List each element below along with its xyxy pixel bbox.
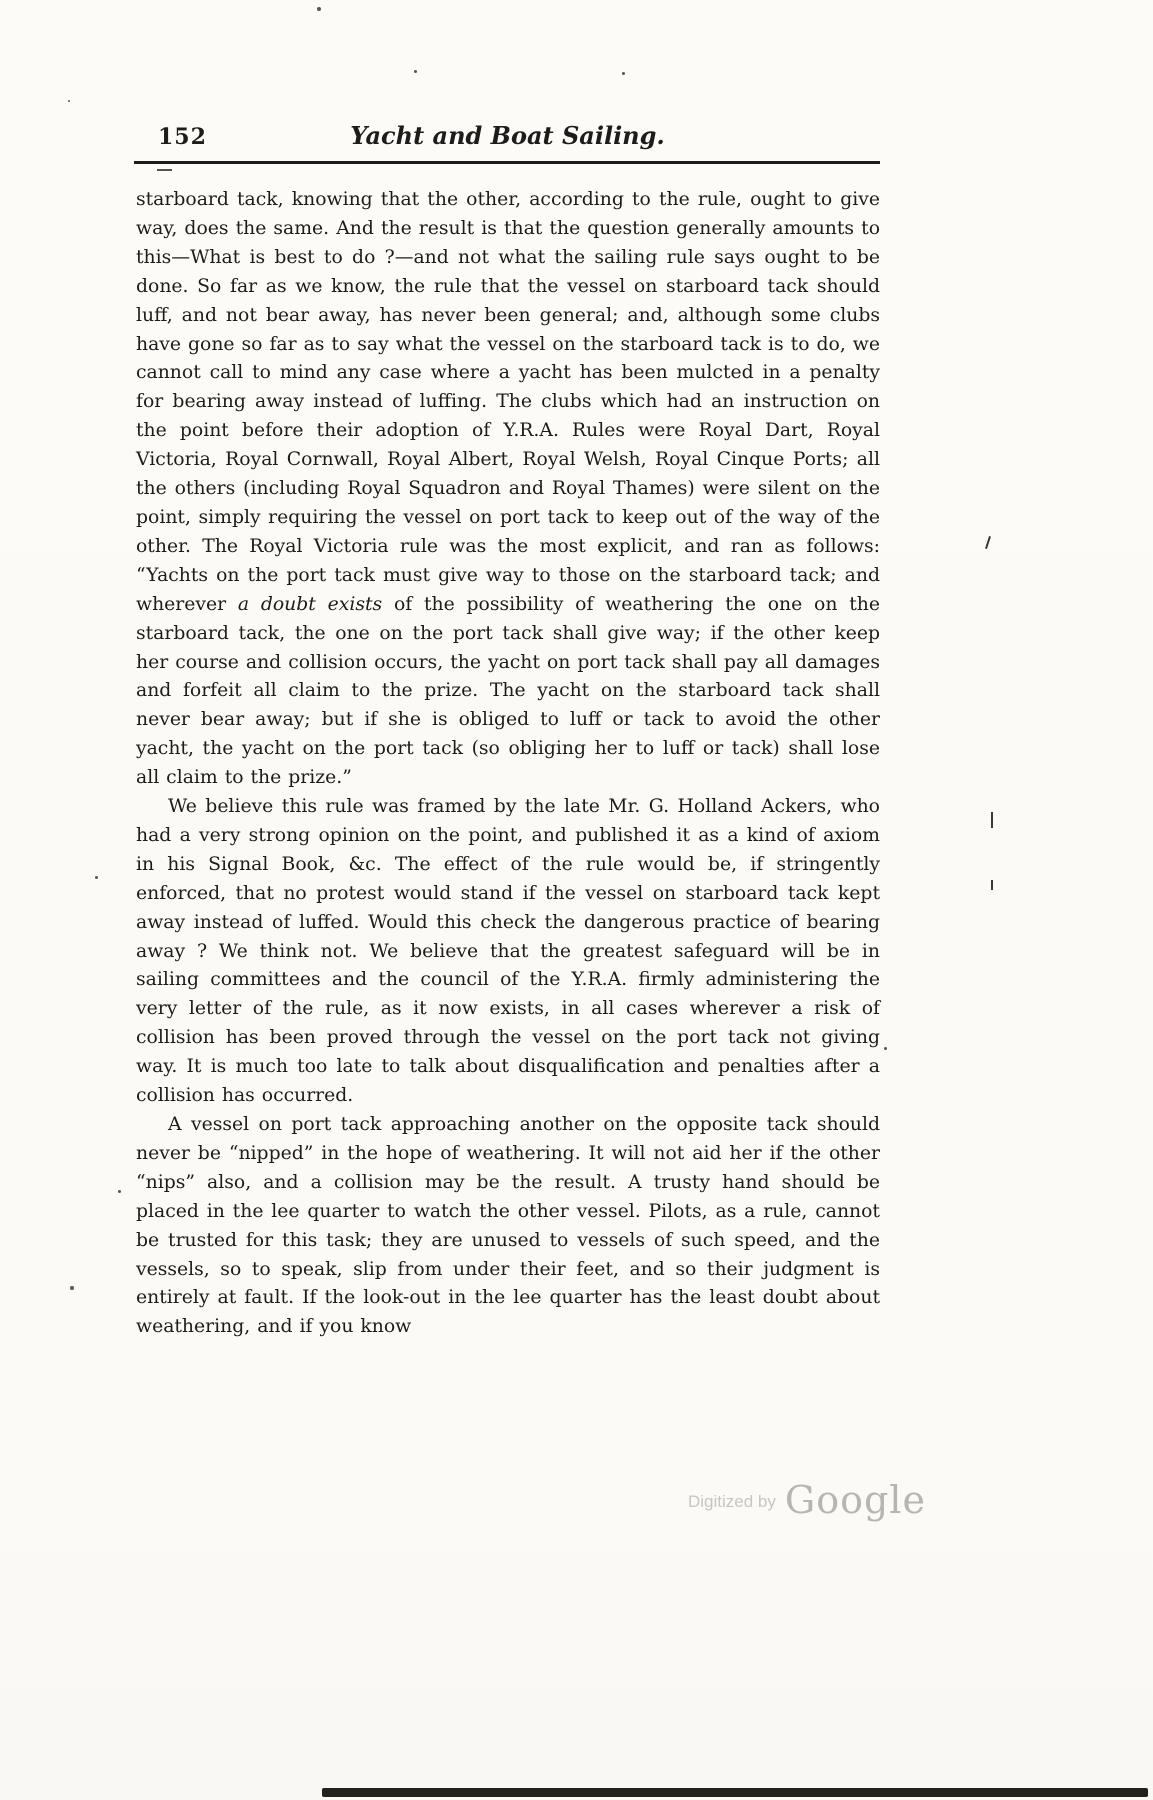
scan-speck	[70, 1286, 74, 1290]
paragraph-1	[136, 186, 880, 793]
paragraph-1-text: starboard tack, knowing that the other, according to the rule, ought to give way, does the same. And the result is that the question generally amounts to this—What is best to do ?—and not what the sailing rule says ought to be done. So far as we know, the rule that the vessel on starboard tack should luff, and not bear away, has never been general; and, although some clubs have gone so far as to say what the vessel on the starboard tack is to do, we cannot call to mind any case where a yacht has been mulcted in a penalty for bearing away instead of luffing. The clubs which had an instruction on the point before their adoption of Y.R.A. Rules were Royal Dart, Royal Victoria, Royal Cornwall, Royal Albert, Royal Welsh, Royal Cinque Ports; all the others (including Royal Squadron and Royal Thames) were silent on the point, simply requiring the vessel on port tack to keep out of the way of the other. The Royal Victoria rule was the most explicit, and ran as follows: “Yachts on the port tack must give way to those on the starboard tack; and wherever	[136, 189, 880, 615]
page-number: 152	[158, 124, 207, 150]
body-text	[136, 186, 880, 1342]
scan-speck	[884, 1047, 887, 1050]
scan-speck	[95, 876, 98, 879]
digitization-watermark	[688, 1478, 926, 1522]
margin-mark	[991, 812, 993, 828]
scan-speck	[317, 7, 321, 11]
paragraph-1-italic-phrase: a doubt exists	[237, 593, 383, 615]
header-rule	[134, 161, 880, 164]
google-watermark-logo: Google	[784, 1478, 926, 1522]
margin-mark	[991, 880, 993, 890]
digitized-by-label: Digitized by	[688, 1492, 776, 1511]
paragraph-1-text-continued: of the possibility of weathering the one on the starboard tack, the one on the port tack shall give way; if the other keep her course and collision occurs, the yacht on port tack shall pay all damages and forfeit all claim to the prize. The yacht on the starboard tack shall never bear away; but if she is obliged to luff or tack to avoid the other yacht, the yacht on the port tack (so obliging her to luff or tack) shall lose all claim to the prize.”	[136, 593, 880, 789]
paragraph-3: A vessel on port tack approaching another on the opposite tack should never be “nipped” in the hope of weathering. It will not aid her if the other “nips” also, and a collision may be the result. A trusty hand should be placed in the lee quarter to watch the other vessel. Pilots, as a rule, cannot be trusted for this task; they are unused to vessels of such speed, and the vessels, so to speak, slip from under their feet, and so their judgment is entirely at fault. If the look-out in the lee quarter has the least doubt about weathering, and if you know	[136, 1114, 880, 1338]
header-rule-tick	[157, 169, 172, 171]
scan-speck	[622, 72, 625, 75]
running-title: Yacht and Boat Sailing.	[350, 121, 665, 150]
scan-speck	[414, 70, 417, 73]
scan-speck	[118, 1190, 121, 1193]
scan-edge-bar	[322, 1788, 1148, 1797]
scan-speck	[68, 100, 70, 102]
paragraph-2: We believe this rule was framed by the late Mr. G. Holland Ackers, who had a very strong opinion on the point, and published it as a kind of axiom in his Signal Book, &c. The effect of the rule would be, if stringently enforced, that no protest would stand if the vessel on starboard tack kept away instead of luffed. Would this check the dangerous practice of bearing away ? We think not. We believe that the greatest safeguard will be in sailing committees and the council of the Y.R.A. firmly administering the very letter of the rule, as it now exists, in all cases wherever a risk of collision has been proved through the vessel on the port tack not giving way. It is much too late to talk about disqualification and penalties after a collision has occurred.	[136, 796, 880, 1107]
margin-mark	[985, 536, 991, 549]
page-header	[135, 121, 880, 157]
